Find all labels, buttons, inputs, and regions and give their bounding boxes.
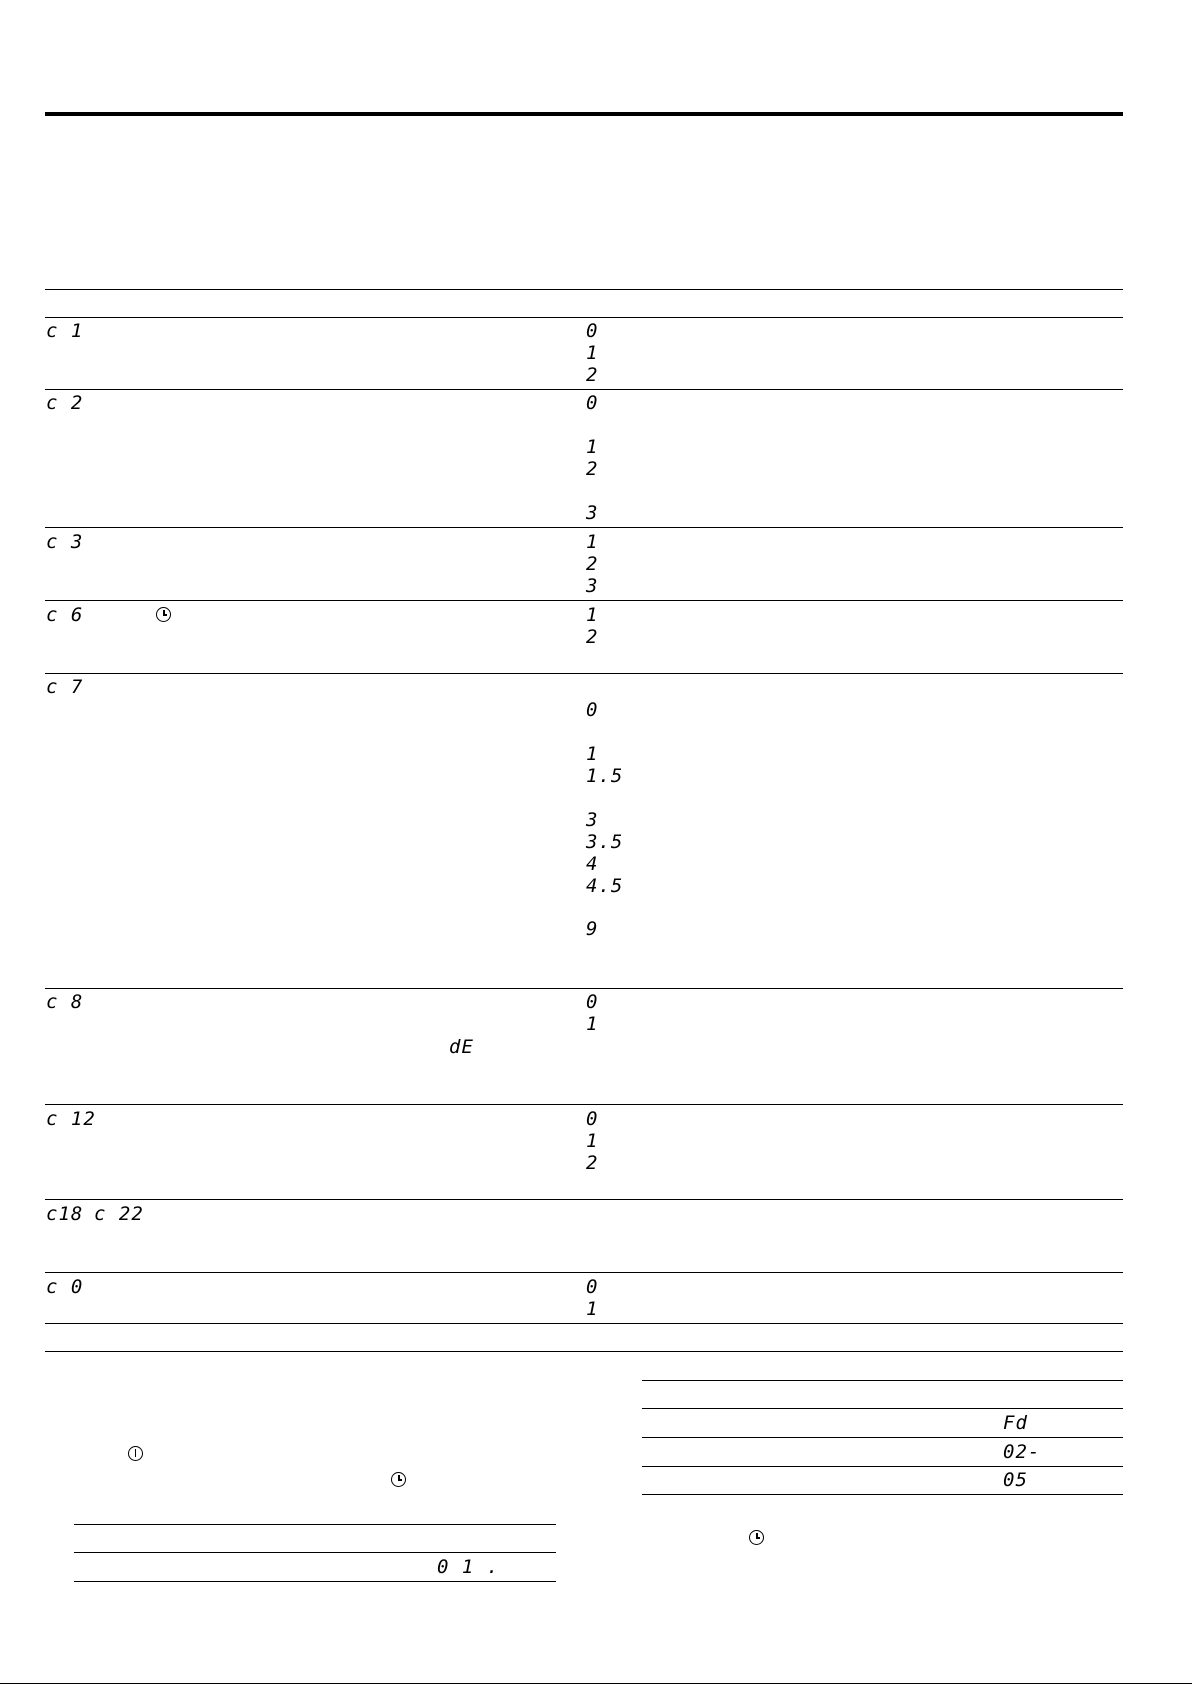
setting-value: 3 <box>586 502 599 524</box>
small-table-rule <box>642 1380 1123 1381</box>
setting-value: 1.5 <box>586 765 624 787</box>
table-top-rule <box>45 289 1123 290</box>
small-table-rule <box>74 1552 556 1553</box>
setting-value: 1 <box>586 436 599 458</box>
small-table-rule <box>74 1524 556 1525</box>
setting-code: c 6 <box>46 604 84 626</box>
setting-value: 4 <box>586 853 599 875</box>
setting-value: 3 <box>586 575 599 597</box>
row-divider <box>45 1199 1123 1200</box>
setting-value: 0 <box>586 699 599 721</box>
setting-value: 0 <box>586 392 599 414</box>
setting-value: 2 <box>586 1152 599 1174</box>
row-divider <box>45 1104 1123 1105</box>
power-icon <box>128 1446 143 1461</box>
header-rule <box>45 112 1123 116</box>
small-table-rule <box>642 1437 1123 1438</box>
setting-code: c 0 <box>46 1276 84 1298</box>
setting-value: 1 <box>586 604 599 626</box>
setting-code: c 22 <box>94 1203 144 1225</box>
table-bottom-rule <box>45 1323 1123 1324</box>
footer-rule <box>0 1683 1192 1684</box>
display-readout: 02- <box>1003 1441 1041 1463</box>
display-readout: dE <box>449 1036 474 1058</box>
setting-value: 1 <box>586 743 599 765</box>
setting-code: c 2 <box>46 392 84 414</box>
setting-value: 4.5 <box>586 875 624 897</box>
small-table-rule <box>74 1581 556 1582</box>
small-table-rule <box>642 1408 1123 1409</box>
clock-icon <box>156 607 171 622</box>
setting-value: 0 <box>586 320 599 342</box>
clock-icon <box>749 1530 764 1545</box>
setting-code: c 8 <box>46 991 84 1013</box>
display-readout: Fd <box>1003 1412 1028 1434</box>
setting-value: 2 <box>586 364 599 386</box>
row-divider <box>45 1272 1123 1273</box>
row-divider <box>45 600 1123 601</box>
setting-code: c 12 <box>46 1108 96 1130</box>
small-table-rule <box>642 1494 1123 1495</box>
setting-code: c18 <box>46 1203 84 1225</box>
setting-code: c 3 <box>46 531 84 553</box>
row-divider <box>45 988 1123 989</box>
small-table-rule <box>642 1466 1123 1467</box>
section-rule <box>45 1351 1123 1352</box>
setting-value: 2 <box>586 626 599 648</box>
display-readout: 0 1 . <box>437 1556 500 1578</box>
setting-code: c 1 <box>46 320 84 342</box>
setting-value: 1 <box>586 1013 599 1035</box>
setting-value: 1 <box>586 1298 599 1320</box>
setting-value: 2 <box>586 553 599 575</box>
table-header-rule <box>45 317 1123 318</box>
row-divider <box>45 673 1123 674</box>
setting-value: 0 <box>586 991 599 1013</box>
setting-value: 9 <box>586 918 599 940</box>
setting-value: 1 <box>586 531 599 553</box>
setting-code: c 7 <box>46 676 84 698</box>
setting-value: 3 <box>586 809 599 831</box>
setting-value: 0 <box>586 1108 599 1130</box>
setting-value: 1 <box>586 1130 599 1152</box>
setting-value: 2 <box>586 458 599 480</box>
display-readout: 05 <box>1003 1469 1028 1491</box>
row-divider <box>45 389 1123 390</box>
setting-value: 0 <box>586 1276 599 1298</box>
setting-value: 1 <box>586 342 599 364</box>
row-divider <box>45 527 1123 528</box>
clock-icon <box>391 1472 406 1487</box>
setting-value: 3.5 <box>586 831 624 853</box>
